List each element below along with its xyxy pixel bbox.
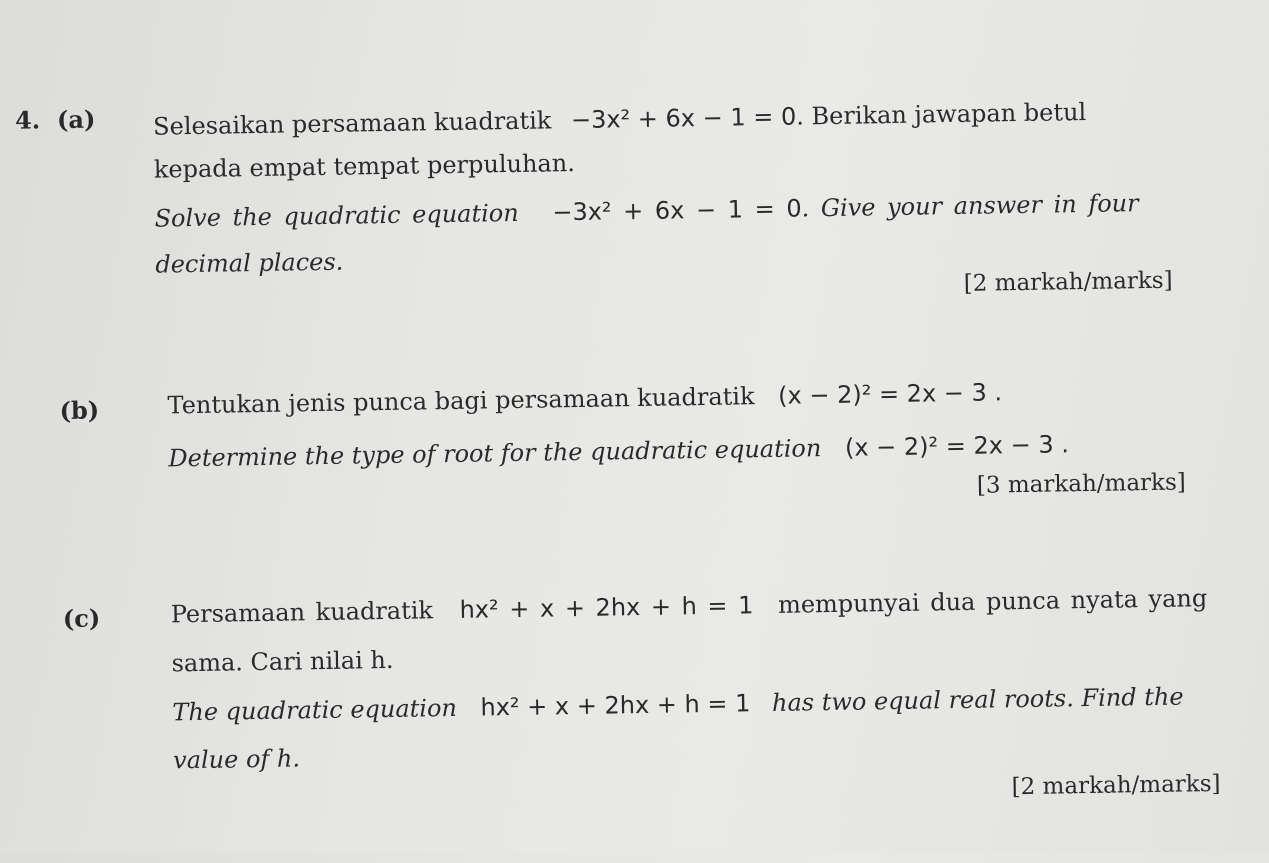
part-b-equation-malay: (x − 2)² = 2x − 3 . — [777, 378, 1003, 410]
part-a-equation-english: −3x² + 6x − 1 = 0 — [552, 194, 802, 227]
part-a-english-line-1 — [154, 188, 1138, 233]
part-c-english-line-2: value of h. — [172, 744, 301, 775]
part-b-malay-line — [167, 377, 1002, 420]
part-b-english-line — [168, 429, 1069, 473]
part-c-malay-text-after: mempunyai dua punca nyata yang — [777, 584, 1208, 619]
part-c-english-line-1 — [172, 681, 1184, 727]
part-a-equation-malay: −3x² + 6x − 1 = 0 — [570, 102, 797, 135]
part-a-marks: [2 markah/marks] — [963, 267, 1173, 297]
part-c-english-text-after: has two equal real roots. Find the — [771, 682, 1184, 717]
part-a-english-text-after: . Give your answer in four — [801, 189, 1139, 223]
question-number: 4. — [14, 105, 41, 135]
part-b-english-text: Determine the type of root for the quadratic equation — [168, 434, 822, 473]
part-b-equation-english: (x − 2)² = 2x − 3 . — [844, 430, 1070, 462]
part-c-marks: [2 markah/marks] — [1011, 770, 1221, 801]
part-a-malay-text-after: . Berikan jawapan betul — [796, 97, 1087, 131]
part-b-malay-text: Tentukan jenis punca bagi persamaan kuadratik — [167, 382, 755, 420]
part-c-english-text: The quadratic equation — [172, 693, 458, 727]
part-c-label: (c) — [62, 603, 101, 634]
part-c-equation-english: hx² + x + 2hx + h = 1 — [480, 689, 751, 722]
part-b-marks: [3 markah/marks] — [976, 469, 1186, 499]
part-a-label: (a) — [56, 104, 96, 135]
part-b-label: (b) — [59, 395, 100, 426]
part-a-malay-line-2: kepada empat tempat perpuluhan. — [153, 148, 576, 184]
part-c-malay-text: Persamaan kuadratik — [170, 596, 434, 629]
part-c-malay-line-2: sama. Cari nilai h. — [171, 645, 394, 678]
part-c-malay-line-1 — [171, 583, 1208, 629]
part-c-equation-malay: hx² + x + 2hx + h = 1 — [459, 591, 754, 624]
part-a-malay-line-1 — [153, 97, 1086, 142]
part-a-english-text: Solve the quadratic equation — [154, 198, 519, 233]
part-a-malay-text: Selesaikan persamaan kuadratik — [152, 106, 552, 141]
part-a-english-line-2: decimal places. — [155, 247, 344, 279]
